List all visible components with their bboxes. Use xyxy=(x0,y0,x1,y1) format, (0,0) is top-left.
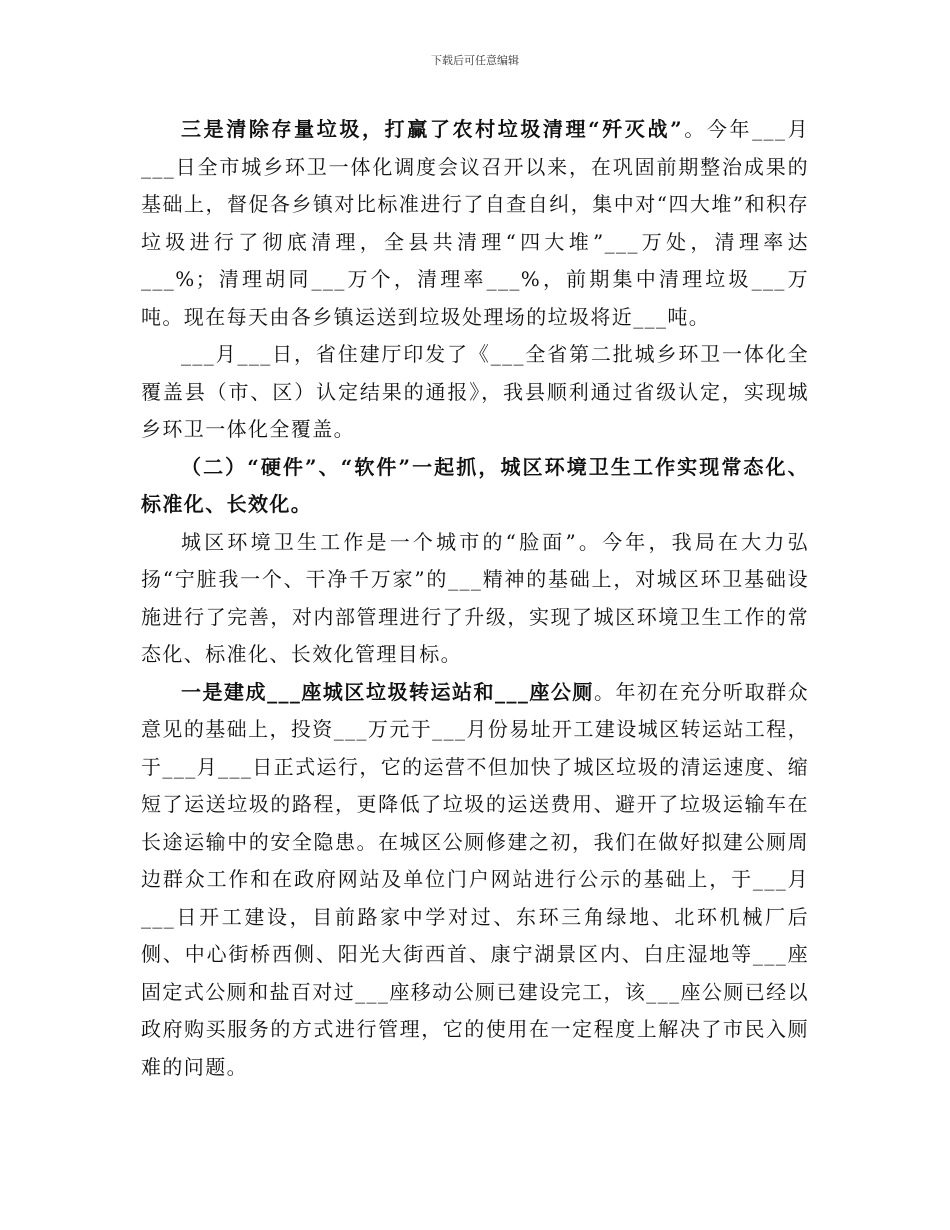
paragraph-1-heading: 三是清除存量垃圾，打赢了农村垃圾清理“歼灭战” xyxy=(181,117,684,141)
section-heading-text: （二）“硬件”、“软件”一起抓，城区环境卫生工作实现常态化、标准化、长效化。 xyxy=(141,454,809,516)
paragraph-2-text: ___月___日，省住建厅印发了《___全省第二批城乡环卫一体化全覆盖县（市、区）认定结果的通报》，我县顺利通过省级认定，实现城乡环卫一体化全覆盖。 xyxy=(141,342,809,441)
section-heading xyxy=(141,449,809,524)
paragraph-4-text: 。年初在充分听取群众意见的基础上，投资___万元于___月份易址开工建设城区转运站工程，于___月___日正式运行，它的运营不但加快了城区垃圾的清运速度、缩短了运送垃圾的路程，更降低了垃圾的运送费用、避开了垃圾运输车在长途运输中的安全隐患。在城区公厕修建之初，我们在做好拟建公厕周边群众工作和在政府网站及单位门户网站进行公示的基础上，于___月___日开工建设，目前路家中学对过、东环三角绿地、北环机械厂后侧、中心街桥西侧、阳光大街西首、康宁湖景区内、白庄湿地等___座固定式公厕和盐百对过___座移动公厕已建设完工，该___座公厕已经以政府购买服务的方式进行管理，它的使用在一定程度上解决了市民入厕难的问题。 xyxy=(141,679,810,1079)
document-body xyxy=(141,111,809,1086)
paragraph-2 xyxy=(141,336,809,449)
paragraph-3 xyxy=(141,524,809,674)
paragraph-1-text: 。今年___月___日全市城乡环卫一体化调度会议召开以来，在巩固前期整治成果的基础上，督促各乡镇对比标准进行了自查自纠，集中对“四大堆”和积存垃圾进行了彻底清理，全县共清理“四大堆”___万处，清理率达___%；清理胡同___万个，清理率___%，前期集中清理垃圾___万吨。现在每天由各乡镇运送到垃圾处理场的垃圾将近___吨。 xyxy=(141,117,809,329)
page-header: 下载后可任意编辑 xyxy=(431,54,519,67)
paragraph-4 xyxy=(141,674,809,1087)
paragraph-4-heading: 一是建成___座城区垃圾转运站和___座公厕 xyxy=(181,679,594,704)
paragraph-1 xyxy=(141,111,809,336)
paragraph-3-text: 城区环境卫生工作是一个城市的“脸面”。今年，我局在大力弘扬“宁脏我一个、干净千万家”的___精神的基础上，对城区环卫基础设施进行了完善，对内部管理进行了升级，实现了城区环境卫生工作的常态化、标准化、长效化管理目标。 xyxy=(141,529,809,666)
